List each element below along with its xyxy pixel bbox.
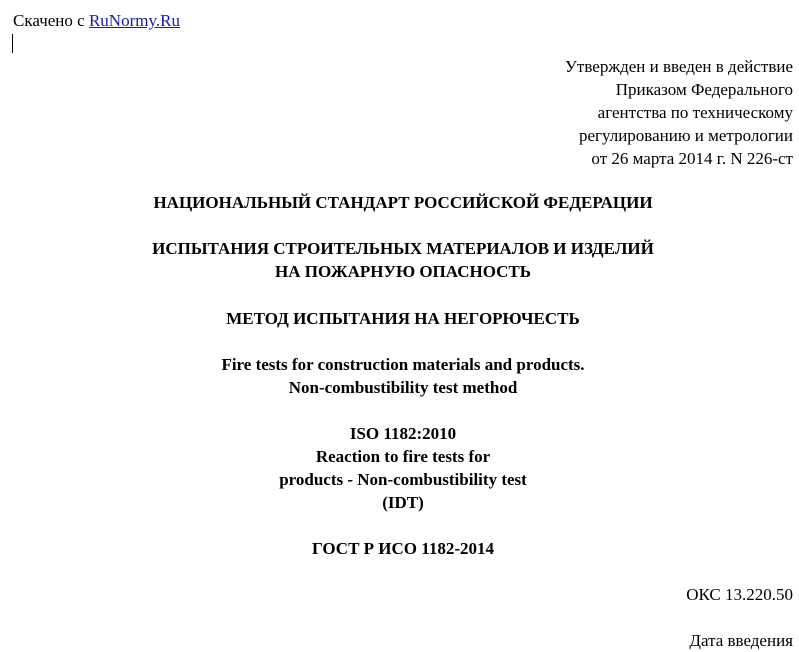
iso-title-line: Reaction to fire tests for	[315, 447, 491, 466]
iso-block	[0, 422, 799, 514]
subtitle-ru-block	[0, 307, 799, 330]
source-line	[13, 9, 180, 32]
iso-equivalence: (IDT)	[382, 493, 424, 512]
gost-code: ГОСТ Р ИСО 1182-2014	[311, 539, 495, 558]
runormy-link[interactable]: RuNormy.Ru	[88, 11, 180, 30]
subtitle-ru: МЕТОД ИСПЫТАНИЯ НА НЕГОРЮЧЕСТЬ	[226, 309, 580, 328]
approval-line: агентства по техническому	[597, 103, 793, 122]
title-en-line: Non-combustibility test method	[288, 378, 518, 397]
title-en-line: Fire tests for construction materials and products.	[221, 355, 585, 374]
standard-type-heading	[0, 191, 799, 214]
standard-type: НАЦИОНАЛЬНЫЙ СТАНДАРТ РОССИЙСКОЙ ФЕДЕРАЦИИ	[153, 193, 653, 212]
title-ru-line: ИСПЫТАНИЯ СТРОИТЕЛЬНЫХ МАТЕРИАЛОВ И ИЗДЕЛИЙ	[152, 239, 654, 258]
oks-code: ОКС 13.220.50	[686, 585, 793, 604]
title-ru	[0, 237, 799, 283]
iso-code: ISO 1182:2010	[349, 424, 457, 443]
approval-line: Утвержден и введен в действие	[564, 57, 793, 76]
text-cursor	[12, 34, 13, 53]
approval-line: Приказом Федерального	[615, 80, 793, 99]
approval-line: от 26 марта 2014 г. N 226-ст	[591, 149, 793, 168]
title-en	[0, 353, 799, 399]
title-ru-line: НА ПОЖАРНУЮ ОПАСНОСТЬ	[275, 262, 531, 281]
source-prefix: Скачено с	[13, 11, 89, 30]
intro-date-label: Дата введения	[689, 631, 793, 650]
approval-block	[565, 55, 793, 170]
iso-title-line: products - Non-combustibility test	[279, 470, 527, 489]
approval-line: регулированию и метрологии	[578, 126, 793, 145]
gost-block	[0, 537, 799, 560]
